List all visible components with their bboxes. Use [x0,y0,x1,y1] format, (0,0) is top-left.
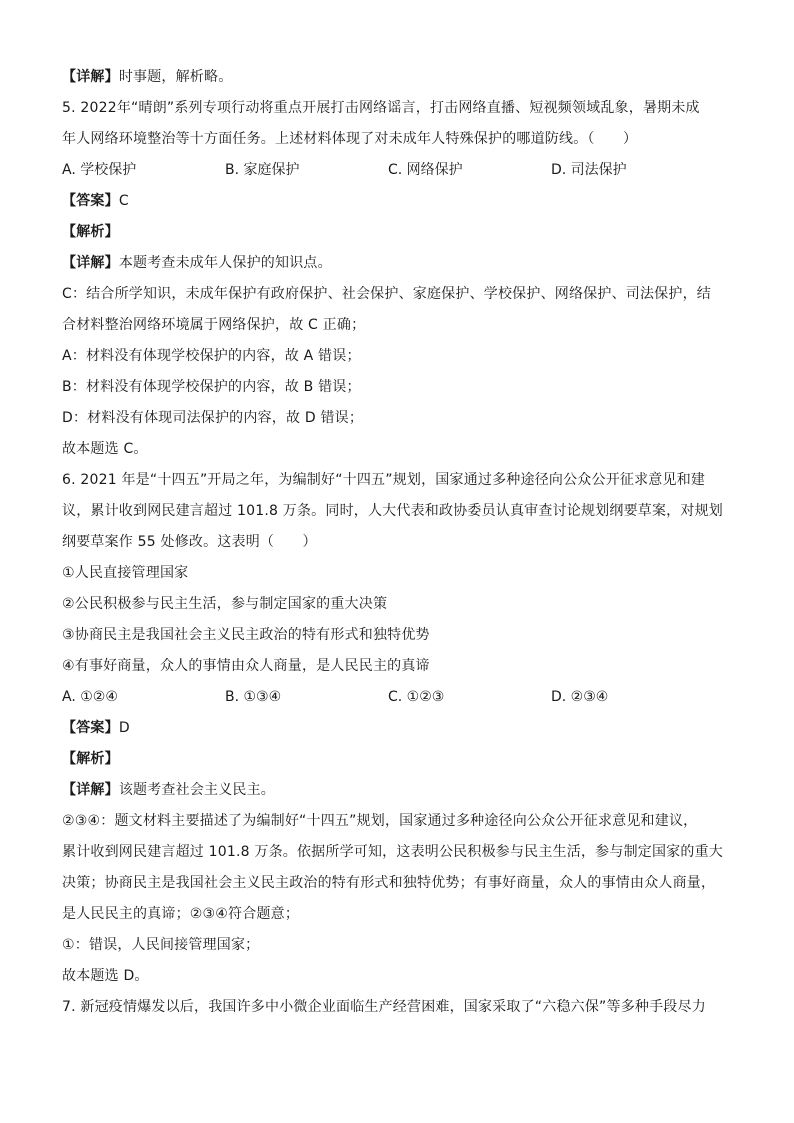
q5-explain-line: A：材料没有体现学校保护的内容，故 A 错误； [62,348,361,364]
q6-explain-line: ①：错误，人民间接管理国家； [62,937,260,953]
q6-explain-line: ②③④：题文材料主要描述了为编制好“十四五”规划，国家通过多种途径向公众公开征求意见和建议， [62,813,698,829]
q6-explain-line: 决策；协商民主是我国社会主义民主政治的特有形式和独特优势；有事好商量，众人的事情由众人商量， [62,875,716,891]
q6-explain-line: 故本题选 D。 [62,968,149,984]
q6-item-4: ④有事好商量，众人的事情由众人商量，是人民民主的真谛 [62,658,430,674]
q5-detail [62,248,734,279]
detail-line [62,62,734,93]
q6-item-3: ③协商民主是我国社会主义民主政治的特有形式和独特优势 [62,627,430,643]
q5-explain-line: 合材料整治网络环境属于网络保护，故 C 正确； [62,317,366,333]
detail-text: 本题考查未成年人保护的知识点。 [118,255,332,271]
q5-option-b: B. 家庭保护 [225,162,300,178]
q6-answer [62,713,734,744]
q6-item-2: ②公民积极参与民主生活，参与制定国家的重大决策 [62,596,388,612]
analysis-tag: 【解析】 [62,224,119,240]
q6-item-1: ①人民直接管理国家 [62,565,189,581]
q5-explain-line: B：材料没有体现学校保护的内容，故 B 错误； [62,379,361,395]
answer-value: D [118,720,130,736]
q5-stem-line-1: 5. 2022年“晴朗”系列专项行动将重点开展打击网络谣言，打击网络直播、短视频领域乱象，暑期未成 [62,100,700,116]
answer-tag: 【答案】 [62,193,119,209]
q6-options [62,682,734,713]
q5-option-d: D. 司法保护 [551,162,627,178]
q5-stem-line-2: 年人网络环境整治等十方面任务。上述材料体现了对未成年人特殊保护的哪道防线。（ ） [62,131,638,147]
q6-stem-line-3: 纲要草案作 55 处修改。这表明（ ） [62,534,317,550]
q5-answer [62,186,734,217]
q6-explain-line: 累计收到网民建言超过 101.8 万条。依据所学可知，这表明公民积极参与民主生活，参与制定国家的重大 [62,844,723,860]
q5-explain-line: D：材料没有体现司法保护的内容，故 D 错误； [62,410,364,426]
q6-option-d: D. ②③④ [551,689,609,705]
detail-text: 该题考查社会主义民主。 [118,782,276,798]
document-page [62,62,734,1023]
q5-option-a: A. 学校保护 [62,162,137,178]
q5-analysis [62,217,734,248]
q5-explain-line: C：结合所学知识，未成年保护有政府保护、社会保护、家庭保护、学校保护、网络保护、司法保护，结 [62,286,711,302]
q5-options [62,155,734,186]
detail-tag: 【详解】 [62,255,119,271]
q6-analysis [62,744,734,775]
q6-explain-line: 是人民民主的真谛；②③④符合题意； [62,906,300,922]
q6-stem-line-2: 议，累计收到网民建言超过 101.8 万条。同时，人大代表和政协委员认真审查讨论规划纲要草案，对规划 [62,503,723,519]
detail-text: 时事题，解析略。 [118,69,233,85]
detail-tag: 【详解】 [62,69,119,85]
q6-detail [62,775,734,806]
q6-stem-line-1: 6. 2021 年是“十四五”开局之年，为编制好“十四五”规划，国家通过多种途径向公众公开征求意见和建 [62,472,706,488]
q5-explain-line: 故本题选 C。 [62,441,148,457]
analysis-tag: 【解析】 [62,751,119,767]
answer-value: C [118,193,129,209]
q6-option-a: A. ①②④ [62,689,118,705]
answer-tag: 【答案】 [62,720,119,736]
q7-stem-line-1: 7. 新冠疫情爆发以后，我国许多中小微企业面临生产经营困难，国家采取了“六稳六保”等多种手段尽力 [62,999,706,1015]
q6-option-c: C. ①②③ [388,689,445,705]
detail-tag: 【详解】 [62,782,119,798]
q5-option-c: C. 网络保护 [388,162,463,178]
q6-option-b: B. ①③④ [225,689,282,705]
